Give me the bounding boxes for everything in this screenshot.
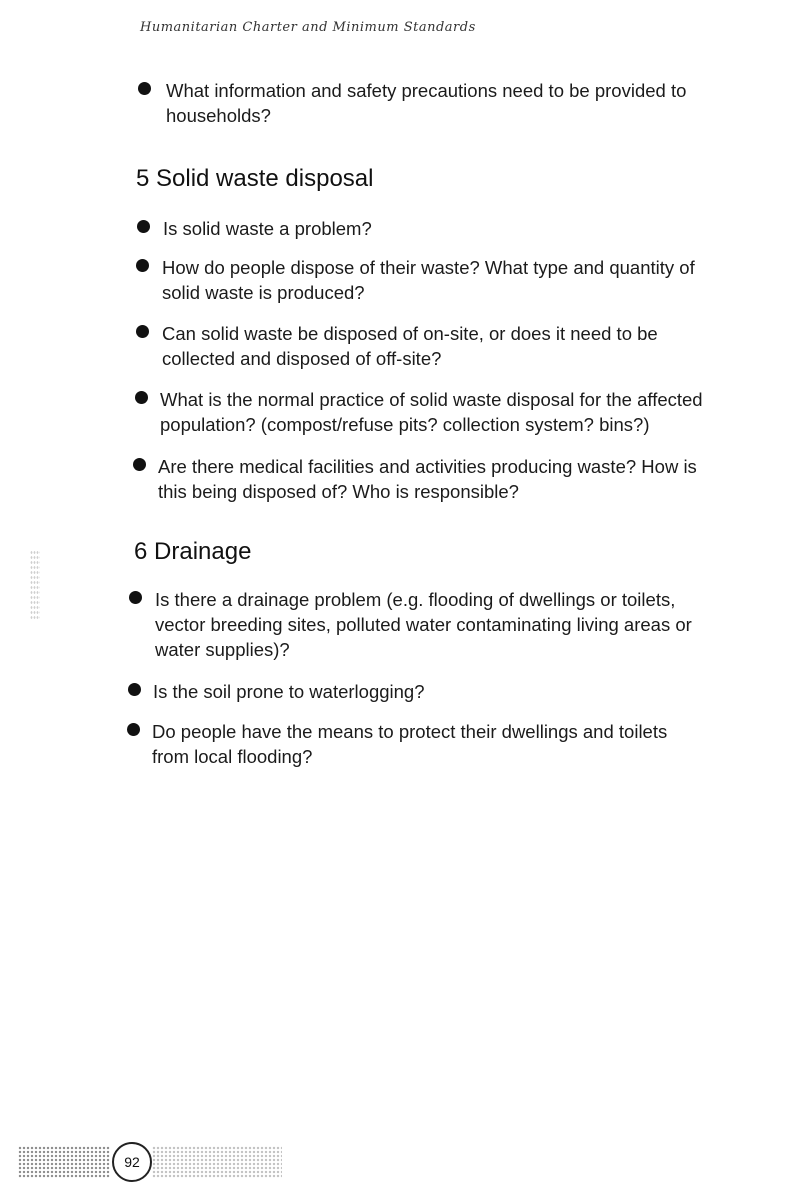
list-item — [155, 587, 773, 662]
item-line: What information and safety precautions need to be provided to — [166, 80, 687, 101]
halftone-band-right — [152, 1146, 282, 1178]
section-heading: 6 Drainage — [134, 538, 252, 565]
item-line: collected and disposed of off-site? — [162, 348, 442, 369]
list-item — [166, 78, 776, 128]
item-line: How do people dispose of their waste? What type and quantity of — [162, 257, 695, 278]
item-line: vector breeding sites, polluted water contaminating living areas or — [155, 614, 692, 635]
list-item — [160, 387, 774, 437]
list-item — [163, 216, 773, 241]
item-line: Is the soil prone to waterlogging? — [153, 681, 425, 702]
list-item — [162, 255, 774, 305]
item-line: Can solid waste be disposed of on-site, or does it need to be — [162, 323, 658, 344]
item-line: Is there a drainage problem (e.g. flooding of dwellings or toilets, — [155, 589, 676, 610]
bullet-icon — [127, 723, 140, 736]
list-item — [152, 719, 772, 769]
bullet-icon — [137, 220, 150, 233]
bullet-icon — [135, 391, 148, 404]
bullet-icon — [136, 259, 149, 272]
page-number-text: 92 — [124, 1154, 140, 1170]
item-line: Are there medical facilities and activities producing waste? How is — [158, 456, 697, 477]
footer-band — [18, 1140, 298, 1184]
item-line: from local flooding? — [152, 746, 313, 767]
item-line: households? — [166, 105, 271, 126]
section-heading: 5 Solid waste disposal — [136, 165, 374, 192]
bullet-icon — [138, 82, 151, 95]
scan-speckle — [30, 550, 40, 620]
list-item — [162, 321, 774, 371]
list-item — [153, 679, 771, 704]
item-line: Is solid waste a problem? — [163, 218, 372, 239]
running-head: Humanitarian Charter and Minimum Standards — [140, 20, 476, 35]
item-line: solid waste is produced? — [162, 282, 365, 303]
page-number — [112, 1142, 152, 1182]
item-line: water supplies)? — [155, 639, 290, 660]
halftone-band-left — [18, 1146, 110, 1178]
bullet-icon — [136, 325, 149, 338]
item-line: What is the normal practice of solid waste disposal for the affected — [160, 389, 703, 410]
item-line: population? (compost/refuse pits? collection system? bins?) — [160, 414, 650, 435]
bullet-icon — [129, 591, 142, 604]
bullet-icon — [133, 458, 146, 471]
item-line: Do people have the means to protect their dwellings and toilets — [152, 721, 668, 742]
list-item — [158, 454, 774, 504]
bullet-icon — [128, 683, 141, 696]
item-line: this being disposed of? Who is responsible? — [158, 481, 519, 502]
